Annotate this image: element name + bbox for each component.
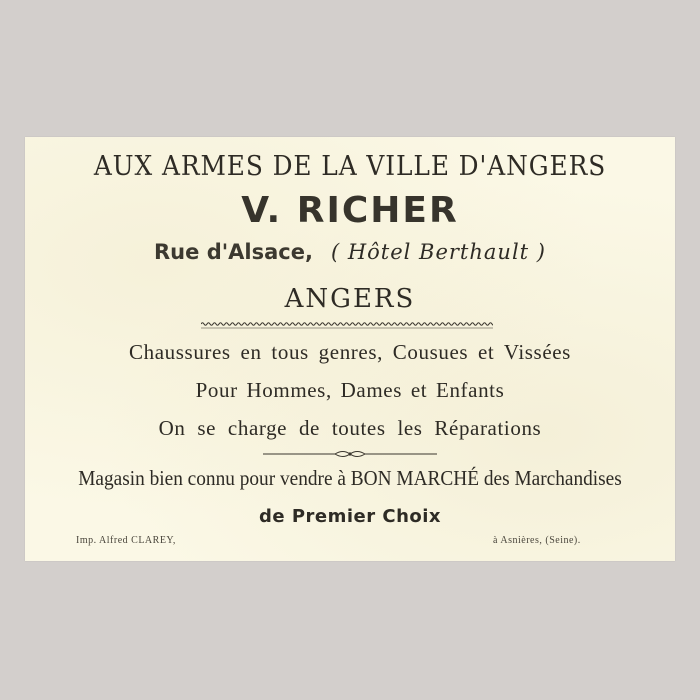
product-line-1: Chaussures en tous genres, Cousues et Vissées [129,340,571,364]
city-name: ANGERS [284,284,416,314]
card-heading: AUX ARMES DE LA VILLE D'ANGERS [93,151,607,182]
hotel-name: ( Hôtel Berthault ) [330,240,546,264]
service-line: On se charge de toutes les Réparations [158,416,542,440]
trade-card [25,137,675,561]
street-address: Rue d'Alsace, [154,240,313,264]
shop-slogan: Magasin bien connu pour vendre à BON MARCHÉ des Marchandises [78,466,622,490]
printer-location: à Asnières, (Seine). [493,535,581,546]
wavy-rule-ornament [201,321,493,329]
quality-line: de Premier Choix [258,506,442,527]
product-line-2: Pour Hommes, Dames et Enfants [195,378,505,402]
ornamental-divider [263,449,437,459]
printer-credit: Imp. Alfred CLAREY, [76,535,176,546]
address-line [25,240,675,265]
merchant-name: V. RICHER [241,190,459,231]
